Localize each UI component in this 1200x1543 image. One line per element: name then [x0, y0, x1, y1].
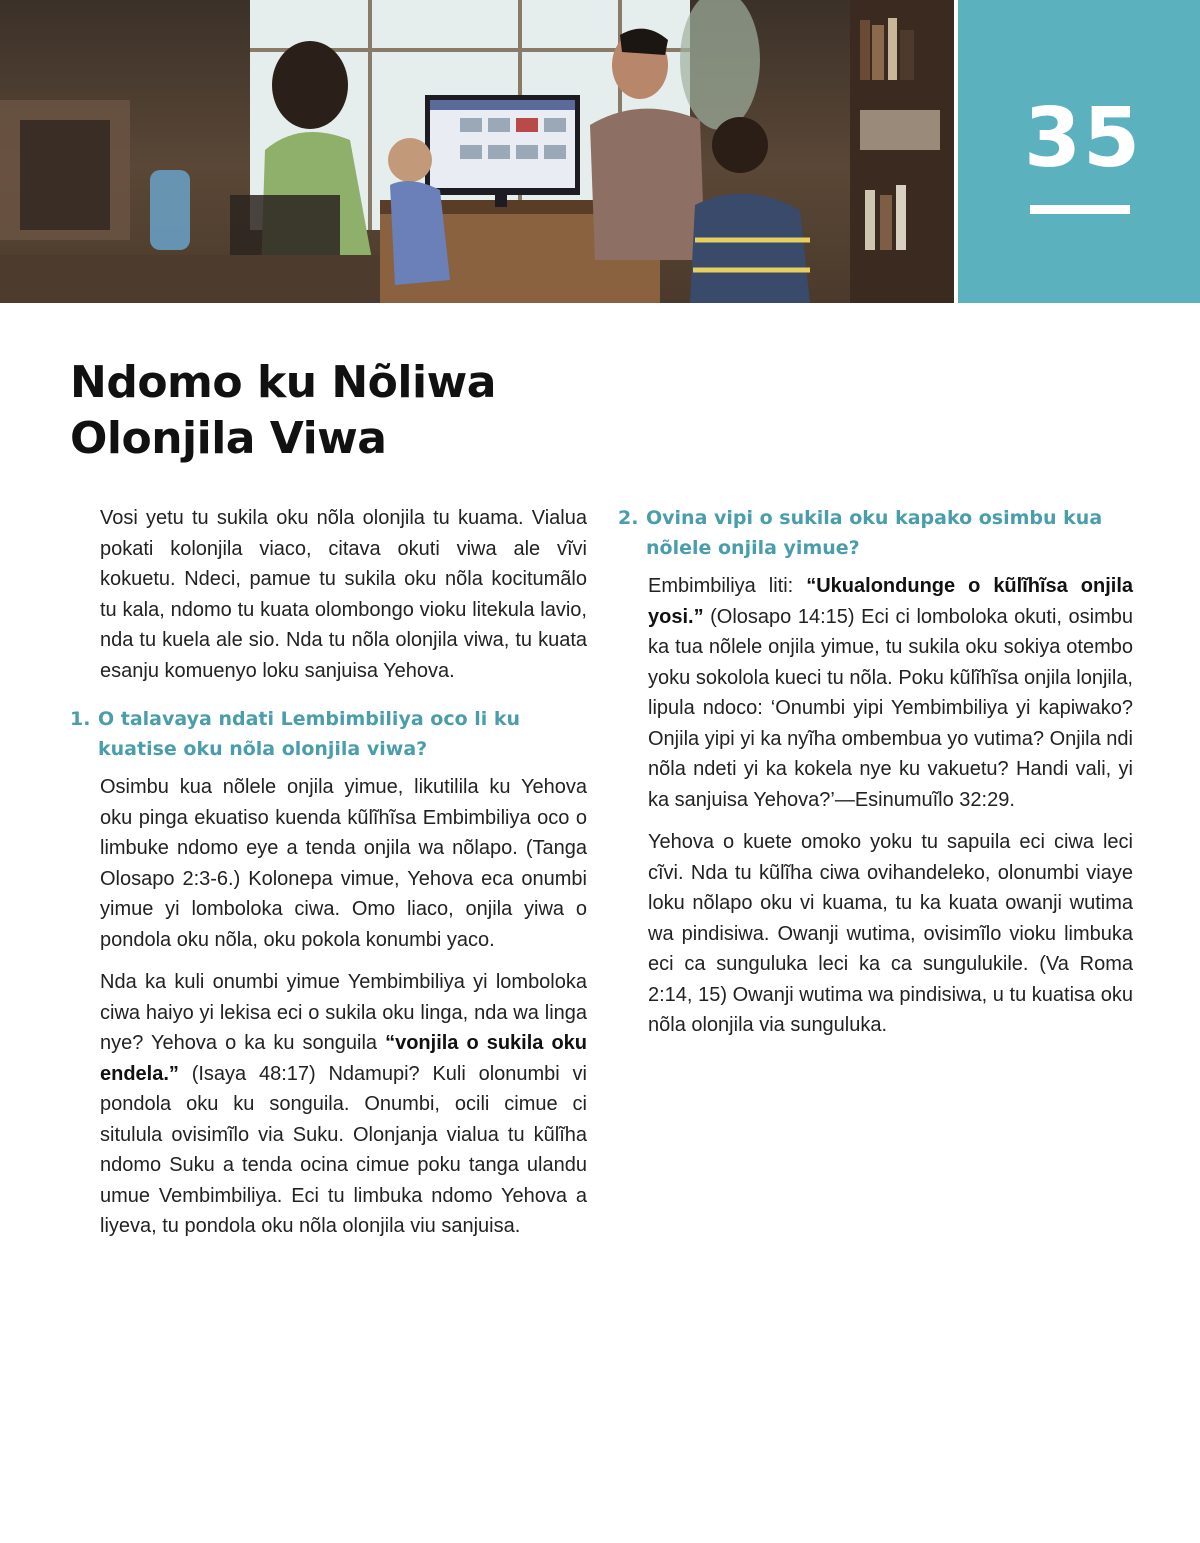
section-2-p1-text-b: (Olosapo 14:15) Eci ci lomboloka okuti, osimbu ka tua nõlele onjila yimue, tu sukila oku sokiya otembo yoku sokolola kueci tu nõla. Poku kũlĩhĩsa onjila lonjila, lipula ndoco: ‘Onumbi yipi Yembimbiliya yi kapiwako? Onjila yipi yi ka nyĩha ombembua yo vutima? Onjila ndi nõla ndeti yi ka kokela nye ku vakuetu? Handi vali, yi ka sanjuisa Yehova?’—Esinumuĩlo 32:29.	[648, 605, 1133, 811]
section-1-p2-text-a: Nda ka kuli onumbi yimue Yembimbiliya yi lomboloka ciwa haiyo yi lekisa eci o sukila oku linga, nda wa linga nye? Yehova o ka ku songuila	[100, 971, 587, 1054]
right-column	[618, 503, 1133, 1053]
section-2-p1-bold: “Ukualondunge o kũlĩhĩsa onjila yosi.”	[648, 575, 1134, 628]
chapter-badge	[958, 0, 1200, 303]
left-column	[70, 503, 587, 1254]
question-1-text: O talavaya ndati Lembimbiliya oco li ku kuatise oku nõla olonjila viwa?	[98, 708, 521, 760]
family-at-computer-illustration	[0, 0, 954, 303]
section-1-p2-text-b: (Isaya 48:17) Ndamupi? Kuli olonumbi vi pondola oku ku songuila. Onumbi, ocili cimue ci situlula ovisimĩlo via Suku. Olonjanja vialua tu kũlĩha ndomo Suku a tenda ocina cimue poku tanga ulandu umue Vembimbiliya. Eci tu limbuka ndomo Yehova a liyeva, tu pondola oku nõla olonjila viu sanjuisa.	[100, 1062, 587, 1237]
question-2	[618, 503, 1133, 563]
chapter-underline	[1030, 205, 1130, 214]
question-2-text: Ovina vipi o sukila oku kapako osimbu kua nõlele onjila yimue?	[646, 507, 1103, 559]
section-2-p1-text-a: Embimbiliya liti:	[648, 575, 807, 597]
title-line-1: Ndomo ku Nõliwa	[70, 357, 496, 408]
title-line-2: Olonjila Viwa	[70, 413, 387, 464]
hero-photo	[0, 0, 954, 303]
page-title	[70, 355, 496, 467]
section-1-paragraph-1: Osimbu kua nõlele onjila yimue, likutilila ku Yehova oku pinga ekuatiso kuenda kũlĩhĩsa Embimbiliya oco o limbuke ndomo eye a tenda onjila wa nõlapo. (Tanga Olosapo 2:3-6.) Kolonepa vimue, Yehova eca onumbi yimue yi lomboloka ciwa. Omo liaco, onjila yiwa o pondola oku nõla, oku pokola konumbi yaco.	[100, 776, 587, 951]
section-2-paragraph-1	[618, 571, 1133, 815]
section-2-paragraph-2: Yehova o kuete omoko yoku tu sapuila eci ciwa leci cĩvi. Nda tu kũlĩha ciwa ovihandeleko, olonumbi viaye loku nõlapo oku vi kuama, tu ka kuata owanji wutima wa pindisiwa. Owanji wutima, ovisimĩlo vioku limbuka eci ca sunguluka leci ka ca sungulukile. (Va Roma 2:14, 15) Owanji wutima wa pindisiwa, u tu kuatisa oku nõla olonjila via sunguluka.	[648, 831, 1133, 1036]
section-1-paragraph-2	[70, 967, 587, 1242]
question-1-number: 1.	[70, 708, 91, 730]
question-2-number: 2.	[618, 507, 639, 529]
question-1	[70, 704, 587, 764]
section-1-p2-bold: “vonjila o sukila oku endela.”	[100, 1032, 587, 1085]
intro-paragraph: Vosi yetu tu sukila oku nõla olonjila tu kuama. Vialua pokati kolonjila viaco, citava okuti viwa ale vĩvi kokuetu. Ndeci, pamue tu sukila oku nõla kocitumãlo tu kala, ndomo tu kuata olombongo vioku litekula lavio, nda tu kuela ale sio. Nda tu nõla olonjila viwa, tu kuata esanju komuenyo loku sanjuisa Yehova.	[100, 507, 587, 682]
chapter-number: 35	[1023, 91, 1143, 186]
